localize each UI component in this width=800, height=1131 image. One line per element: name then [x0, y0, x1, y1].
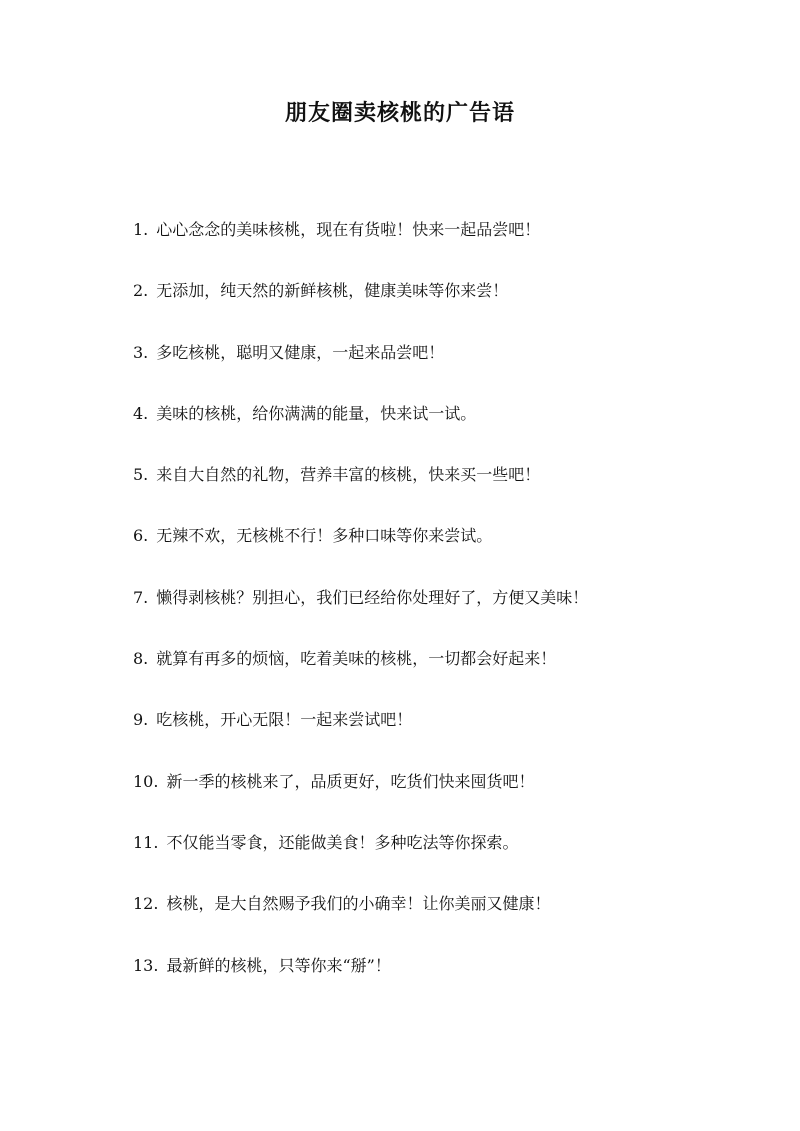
item-text: 最新鲜的核桃，只等你来“掰”！	[166, 955, 391, 975]
list-item	[133, 586, 753, 647]
item-number: 6.	[133, 526, 149, 546]
list-item	[133, 892, 753, 953]
list-item	[133, 647, 753, 708]
item-number: 10.	[133, 771, 159, 791]
list-item	[133, 831, 753, 892]
item-text: 来自大自然的礼物，营养丰富的核桃，快来买一些吧！	[156, 465, 541, 485]
item-number: 7.	[133, 587, 149, 607]
list-item	[133, 218, 753, 279]
list-item	[133, 524, 753, 585]
item-number: 1.	[133, 220, 149, 239]
item-number: 8.	[133, 649, 149, 669]
item-number: 11.	[133, 832, 159, 852]
item-text: 美味的核桃，给你满满的能量，快来试一试。	[156, 403, 477, 423]
item-text: 无辣不欢，无核桃不行！多种口味等你来尝试。	[156, 526, 493, 546]
list-item	[133, 770, 753, 831]
list-item	[133, 341, 753, 402]
document-title: 朋友圈卖核桃的广告语	[284, 100, 515, 126]
item-text: 心心念念的美味核桃，现在有货啦！快来一起品尝吧！	[156, 220, 541, 239]
list-item	[133, 463, 753, 524]
list-item	[133, 708, 753, 769]
item-text: 核桃，是大自然赐予我们的小确幸！让你美丽又健康！	[166, 894, 551, 914]
list-item	[133, 954, 753, 1015]
item-number: 3.	[133, 342, 149, 362]
item-text: 不仅能当零食，还能做美食！多种吃法等你探索。	[166, 832, 519, 852]
item-text: 就算有再多的烦恼，吃着美味的核桃，一切都会好起来！	[156, 649, 557, 669]
list-item	[133, 279, 753, 340]
list-item	[133, 402, 753, 463]
item-text: 吃核桃，开心无限！一起来尝试吧！	[156, 710, 413, 730]
item-text: 新一季的核桃来了，品质更好，吃货们快来囤货吧！	[166, 771, 535, 791]
slogan-list	[133, 218, 753, 1015]
item-number: 5.	[133, 465, 149, 485]
item-number: 13.	[133, 955, 159, 975]
item-text: 多吃核桃，聪明又健康，一起来品尝吧！	[156, 342, 445, 362]
item-number: 4.	[133, 403, 149, 423]
item-number: 9.	[133, 710, 149, 730]
item-text: 无添加，纯天然的新鲜核桃，健康美味等你来尝！	[156, 281, 509, 301]
item-number: 2.	[133, 281, 149, 301]
item-number: 12.	[133, 894, 159, 914]
item-text: 懒得剥核桃？别担心，我们已经给你处理好了，方便又美味！	[156, 587, 589, 607]
